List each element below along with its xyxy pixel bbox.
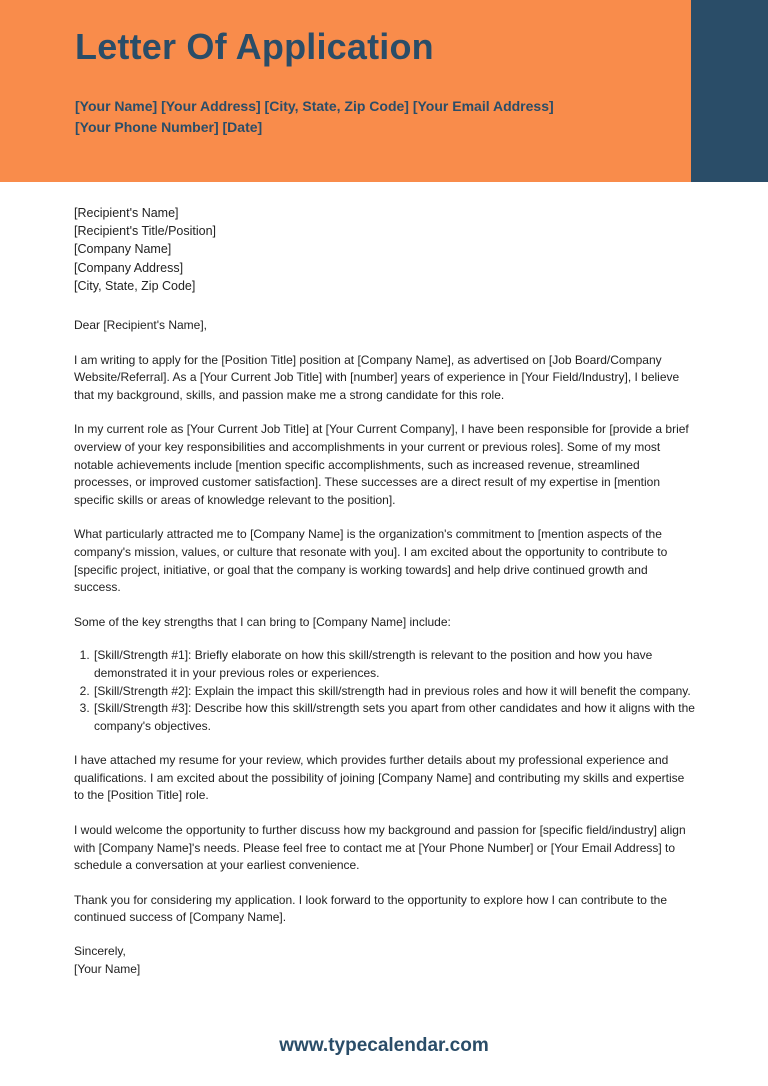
signoff: Sincerely, bbox=[74, 944, 126, 959]
signature-name: [Your Name] bbox=[74, 961, 141, 976]
header-accent-block bbox=[691, 0, 768, 182]
sender-contact-info bbox=[75, 96, 675, 138]
paragraph-current-role: In my current role as [Your Current Job Title] at [Your Current Company], I have been responsible for [provide a brief overview of your key responsibilities and accomplishments in your current or previous roles]. Some of my most notable achievements include [mention specific accomplishments, such as increased revenue, streamlined processes, or improved customer satisfaction]. These successes are a direct result of my expertise in [mention specific skills or areas of knowledge relevant to the position]. bbox=[74, 422, 689, 507]
recipient-title: [Recipient's Title/Position] bbox=[74, 224, 217, 239]
paragraph-strengths-intro: Some of the key strengths that I can bring to [Company Name] include: bbox=[74, 614, 451, 629]
paragraph-intro: I am writing to apply for the [Position Title] position at [Company Name], as advertised on [Job Board/Company Website/Referral]. As a [Your Current Job Title] with [number] years of experience in [Your Field/Industry], I believe that my background, skills, and passion make me a strong candidate for this role. bbox=[74, 352, 680, 402]
paragraph-thank-you: Thank you for considering my application. I look forward to the opportunity to explore how I can contribute to the continued success of [Company Name]. bbox=[74, 892, 667, 925]
paragraph-resume: I have attached my resume for your review, which provides further details about my professional experience and qualifications. I am excited about the possibility of joining [Company Name] and contributing my skills and expertise to the [Position Title] role. bbox=[74, 753, 685, 803]
recipient-address: [Company Address] bbox=[74, 260, 184, 275]
letter-body bbox=[74, 204, 696, 978]
salutation: Dear [Recipient's Name], bbox=[74, 318, 208, 333]
contact-line-2: [Your Phone Number] [Date] bbox=[75, 119, 263, 135]
list-item: 1. [Skill/Strength #1]: Briefly elaborate on how this skill/strength is relevant to the position and how you have demonstrated it in your previous roles or experiences. bbox=[93, 647, 696, 682]
recipient-city-state-zip: [City, State, Zip Code] bbox=[74, 278, 196, 293]
paragraph-contact-request: I would welcome the opportunity to further discuss how my background and passion for [specific field/industry] align with [Company Name]'s needs. Please feel free to contact me at [Your Phone Number] or [Your Email Address] to schedule a conversation at your earliest convenience. bbox=[74, 823, 686, 873]
footer-website[interactable]: www.typecalendar.com bbox=[279, 1035, 489, 1056]
closing-block bbox=[74, 943, 696, 978]
list-item: 3. [Skill/Strength #3]: Describe how this skill/strength sets you apart from other candidates and how it aligns with the company's objectives. bbox=[93, 700, 696, 735]
recipient-block bbox=[74, 204, 696, 295]
contact-line-1: [Your Name] [Your Address] [City, State, Zip Code] [Your Email Address] bbox=[75, 98, 554, 114]
page-title: Letter Of Application bbox=[75, 26, 434, 67]
recipient-company: [Company Name] bbox=[74, 242, 172, 257]
recipient-name: [Recipient's Name] bbox=[74, 206, 179, 220]
strengths-list bbox=[74, 647, 696, 735]
list-item: 2. [Skill/Strength #2]: Explain the impact this skill/strength had in previous roles and how it will benefit the company. bbox=[93, 683, 696, 701]
paragraph-company-interest: What particularly attracted me to [Company Name] is the organization's commitment to [mention aspects of the company's mission, values, or culture that resonate with you]. I am excited about the opportunity to contribute to [specific project, initiative, or goal that the company is working towards] and help drive continued growth and success. bbox=[74, 527, 668, 595]
